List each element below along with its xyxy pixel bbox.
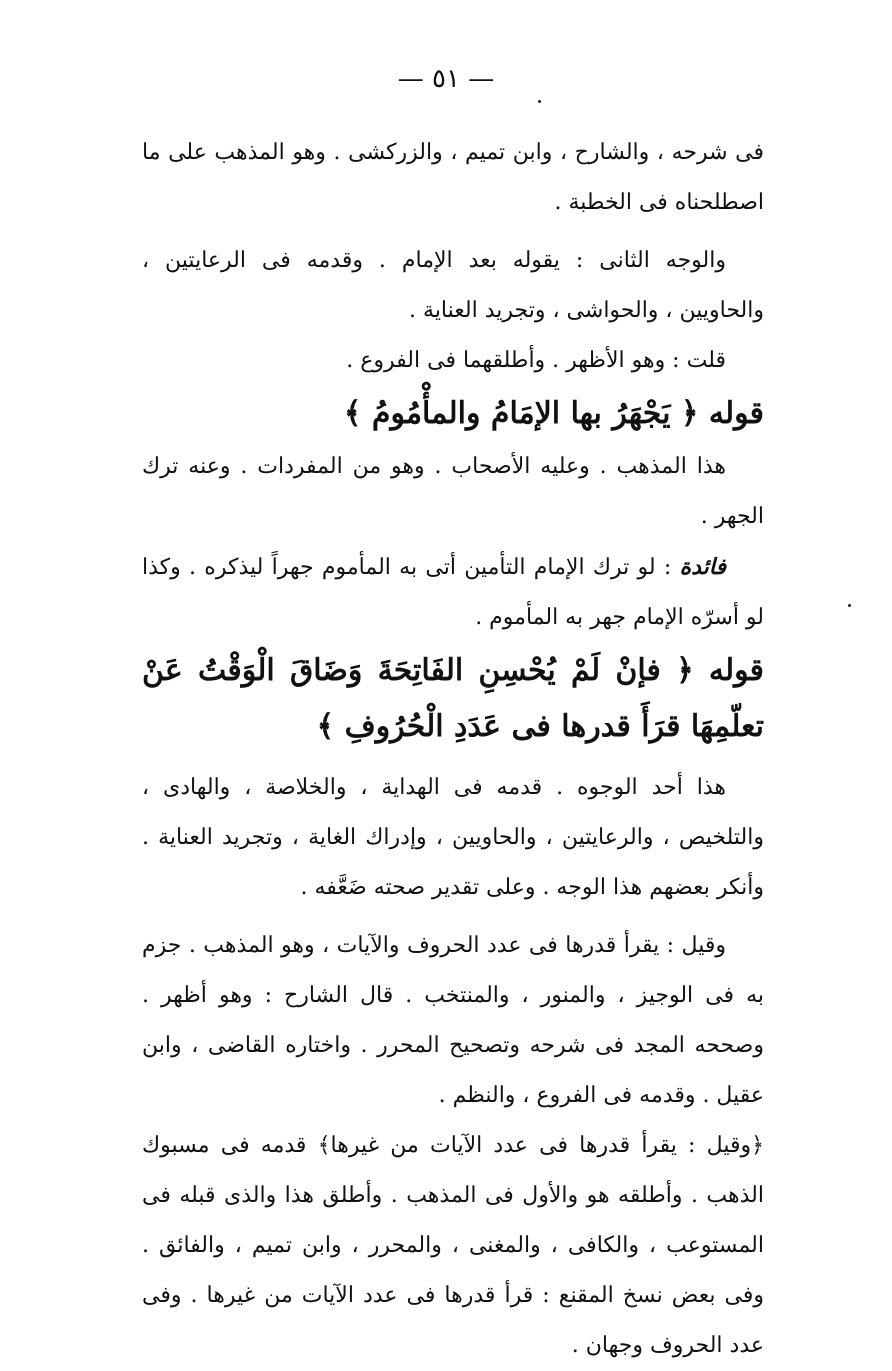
paragraph: [142, 542, 764, 643]
paragraph: قلت : وهو الأظهر . وأطلقهما فى الفروع .: [346, 348, 726, 373]
heading-quote: ﴿ فإنْ لَمْ يُحْسِنِ الفَاتِحَةَ وَضَاقَ الْوَقْتُ عَنْ تعلّمِهَا قرَأَ قدرها فى عَدَدِ الْحُرُوفِ ﴾: [142, 653, 764, 744]
note-label: فائدة: [679, 554, 726, 580]
quoted-heading: [142, 643, 764, 755]
paragraph: والوجه الثانى : يقوله بعد الإمام . وقدمه فى الرعايتين ، والحاويين ، والحواشى ، وتجريد العناية .: [142, 248, 764, 323]
main-text: [142, 128, 764, 1371]
paragraph: فى شرحه ، والشارح ، وابن تميم ، والزركشى . وهو المذهب على ما اصطلحناه فى الخطبة .: [142, 140, 764, 215]
paragraph: ﴿وقيل : يقرأ قدرها فى عدد الآيات من غيرها﴾ قدمه فى مسبوك الذهب . وأطلقه هو والأول فى المذهب . وأطلق هذا والذى قبله فى المستوعب ، والكافى ، والمغنى ، والمحرر ، وابن تميم ، والفائق . وفى بعض نسخ المقنع : قرأ قدرها فى عدد الآيات من غيرها . وفى عدد الحروف وجهان .: [142, 1133, 764, 1358]
heading-quote: ﴿ يَجْهَرُ بها الإمَامُ والمأْمُومُ ﴾: [343, 396, 699, 431]
paragraph: هذا المذهب . وعليه الأصحاب . وهو من المفردات . وعنه ترك الجهر .: [142, 454, 764, 529]
paragraph: هذا أحد الوجوه . قدمه فى الهداية ، والخلاصة ، والهادى ، والتلخيص ، والرعايتين ، والحاويين ، وإدراك الغاية ، وتجريد العناية . وأنكر بعضهم هذا الوجه . وعلى تقدير صحته ضَعَّفه .: [142, 775, 764, 900]
heading-label: قوله: [708, 653, 764, 688]
heading-label: قوله: [708, 396, 764, 431]
page-number: — ٥١ —: [397, 64, 495, 94]
quoted-heading: [142, 386, 764, 442]
ink-speck: [538, 100, 541, 103]
ink-speck: [848, 604, 851, 607]
paragraph: وقيل : يقرأ قدرها فى عدد الحروف والآيات ، وهو المذهب . جزم به فى الوجيز ، والمنور ، والمنتخب . قال الشارح : وهو أظهر . وصححه المجد فى شرحه وتصحيح المحرر . واختاره القاضى ، وابن عقيل . وقدمه فى الفروع ، والنظم .: [142, 933, 765, 1108]
note-text: : لو ترك الإمام التأمين أتى به المأموم جهراً ليذكره . وكذا لو أسرّه الإمام جهر به المأموم .: [142, 555, 764, 630]
